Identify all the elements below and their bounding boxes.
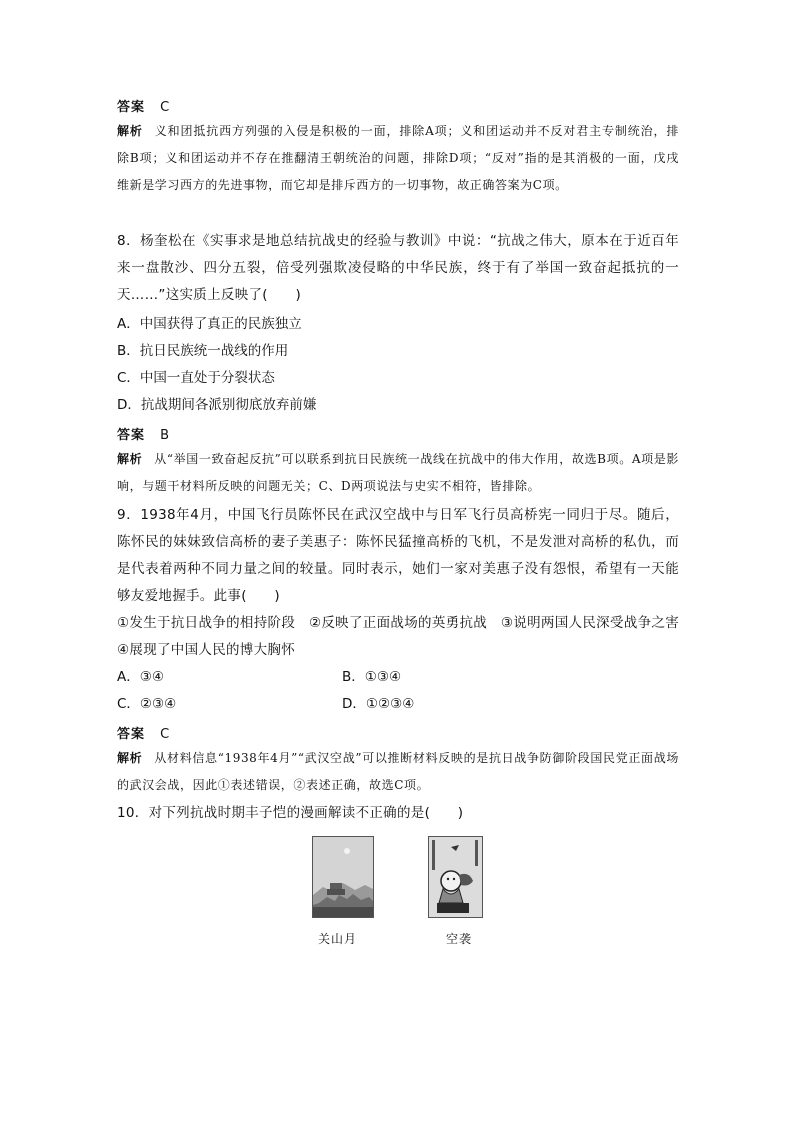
option-b: B．①③④ [342,669,402,685]
answer-label: 答案 [117,727,146,742]
answer-label: 答案 [117,100,146,115]
q9-analysis [117,745,679,799]
q8-stem: 8．杨奎松在《实事求是地总结抗战史的经验与教训》中说：“抗战之伟大，原本在于近百年来一盘散沙、四分五裂，倍受列强欺凌侵略的中华民族，终于有了举国一致奋起抵抗的一天……”这实质上反映了( ) [117,233,679,303]
analysis-text: 从材料信息“1938年4月”“武汉空战”可以推断材料反映的是抗日战争防御阶段国民党正面战场的武汉会战，因此①表述错误，②表述正确，故选C项。 [117,751,680,792]
q8-answer [117,424,679,443]
q9-items: ①发生于抗日战争的相持阶段 ②反映了正面战场的英勇抗战 ③说明两国人民深受战争之害 ④展现了中国人民的博大胸怀 [117,615,693,658]
option-c: C．中国一直处于分裂状态 [117,370,275,386]
q7-answer [117,96,679,115]
option-c: C．②③④ [117,696,177,712]
air-raid-painting-icon [428,836,483,918]
q8-options [117,311,679,419]
option-d: D．抗战期间各派别彻底放弃前嫌 [117,397,317,413]
q8-analysis [117,446,679,500]
answer-value: B [160,428,171,443]
q9-stem: 9．1938年4月，中国飞行员陈怀民在武汉空战中与日军飞行员高桥宪一同归于尽。随后，陈怀民的妹妹致信高桥的妻子美惠子：陈怀民猛撞高桥的飞机，不是发泄对高桥的私仇，而是代表着两种不同力量之间的较量。同时表示，她们一家对美惠子没有怨恨，希望有一天能够友爱地握手。此事( ) [117,507,679,604]
option-a: A．中国获得了真正的民族独立 [117,316,302,332]
q9-answer [117,723,679,742]
analysis-label: 解析 [117,751,143,765]
figure-caption-2: 空袭 [446,932,473,946]
q9-options [117,664,679,718]
analysis-label: 解析 [117,124,143,138]
option-b: B．抗日民族统一战线的作用 [117,343,289,359]
q10-stem: 10．对下列抗战时期丰子恺的漫画解读不正确的是( ) [117,805,464,821]
figure-caption-1: 关山月 [318,932,358,946]
answer-value: C [160,100,171,115]
q7-analysis [117,118,679,199]
air-raid-painting-svg [429,837,482,917]
moon-mountain-painting-svg [313,837,373,917]
answer-value: C [160,727,171,742]
analysis-text: 义和团抵抗西方列强的入侵是积极的一面，排除A项；义和团运动并不反对君主专制统治，排除B项；义和团运动并不存在推翻清王朝统治的问题，排除D项；“反对”指的是其消极的一面，戊戌维新是学习西方的先进事物，而它却是排斥西方的一切事物，故正确答案为C项。 [117,124,679,192]
option-a: A．③④ [117,669,164,685]
answer-label: 答案 [117,428,146,443]
analysis-label: 解析 [117,452,143,466]
moon-mountain-painting-icon [312,836,374,918]
analysis-text: 从“举国一致奋起反抗”可以联系到抗日民族统一战线在抗战中的伟大作用，故选B项。A项是影响，与题干材料所反映的问题无关；C、D两项说法与史实不相符，皆排除。 [117,452,680,493]
option-d: D．①②③④ [342,696,415,712]
